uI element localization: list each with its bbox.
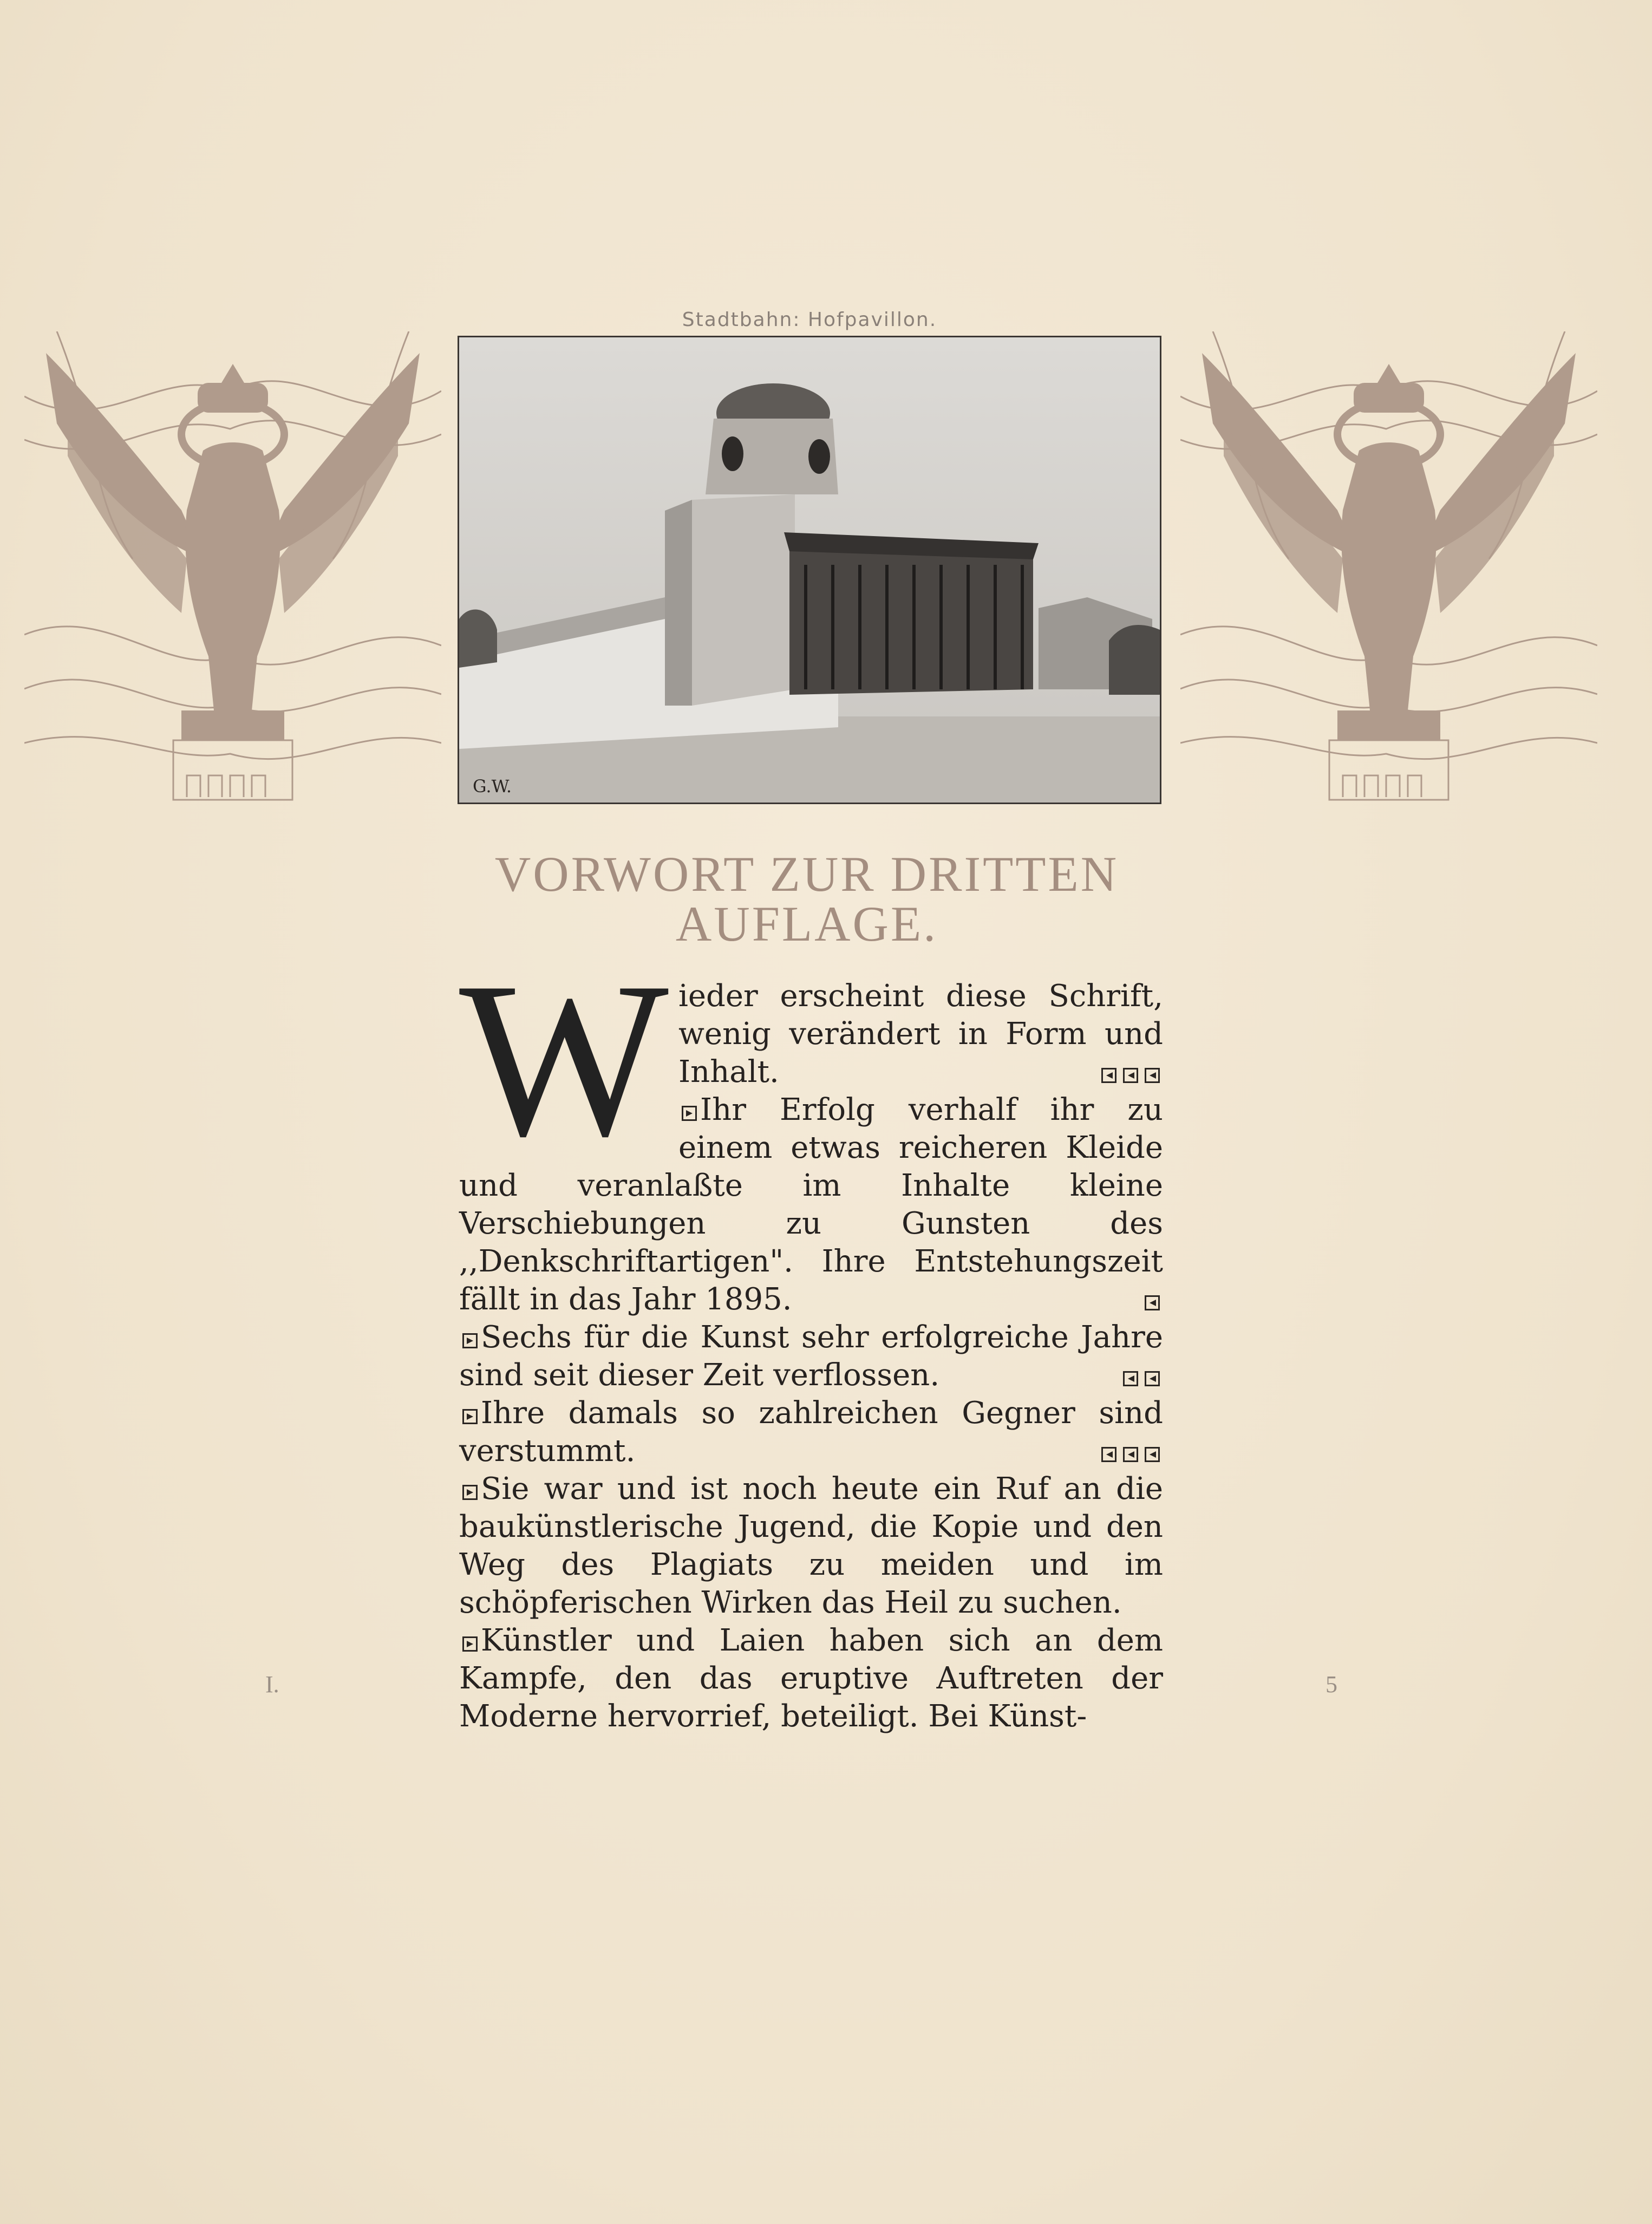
paragraph-ornament-icon — [462, 1333, 478, 1348]
section-ornament-icon — [1098, 1432, 1163, 1470]
body-text — [459, 936, 1163, 1736]
photo-signature: G.W. — [473, 776, 512, 797]
chapter-title: VORWORT ZUR DRITTEN AUFLAGE. — [494, 846, 1119, 951]
eagle-ornament-right — [1180, 331, 1597, 805]
photo-caption: Stadtbahn: Hofpavillon. — [682, 309, 937, 331]
paragraph-ornament-icon — [462, 1409, 478, 1424]
section-ornament-icon — [1120, 1356, 1163, 1394]
paragraph-ornament-icon — [682, 1106, 697, 1121]
paragraph-ornament-icon — [462, 1485, 478, 1500]
paragraph: ieder erscheint diese Schrift, wenig verändert in Form und Inhalt. — [459, 977, 1163, 1091]
section-ornament-icon — [1145, 1295, 1160, 1310]
paragraph: Ihr Erfolg verhalf ihr zu einem etwas reicheren Kleide und veranlaßte im Inhalte kleine Verschiebungen zu Gunsten des ,,Denkschriftartigen". Ihre Entstehungszeit fällt in das Jahr 1895. — [459, 1092, 1163, 1317]
signature-mark: I. — [265, 1671, 279, 1698]
paragraph-ornament-icon — [462, 1636, 478, 1652]
section-ornament-icon — [1098, 1053, 1163, 1091]
paragraph: Künstler und Laien haben sich an dem Kampfe, den das eruptive Auftreten der Moderne hervorrief, beteiligt. Bei Künst- — [459, 1623, 1163, 1734]
drop-cap: W — [459, 936, 658, 1182]
page-number: 5 — [1325, 1671, 1337, 1698]
eagle-ornament-left — [24, 331, 441, 805]
paragraph: Sie war und ist noch heute ein Ruf an die baukünstlerische Jugend, die Kopie und den Weg des Plagiats zu meiden und im schöpferischen Wirken das Heil zu suchen. — [459, 1471, 1163, 1620]
paragraph: Ihre damals so zahlreichen Gegner sind verstummt. — [459, 1394, 1163, 1470]
pavilion-photo — [458, 336, 1161, 804]
paragraph: Sechs für die Kunst sehr erfolgreiche Jahre sind seit dieser Zeit verflossen. — [459, 1319, 1163, 1394]
